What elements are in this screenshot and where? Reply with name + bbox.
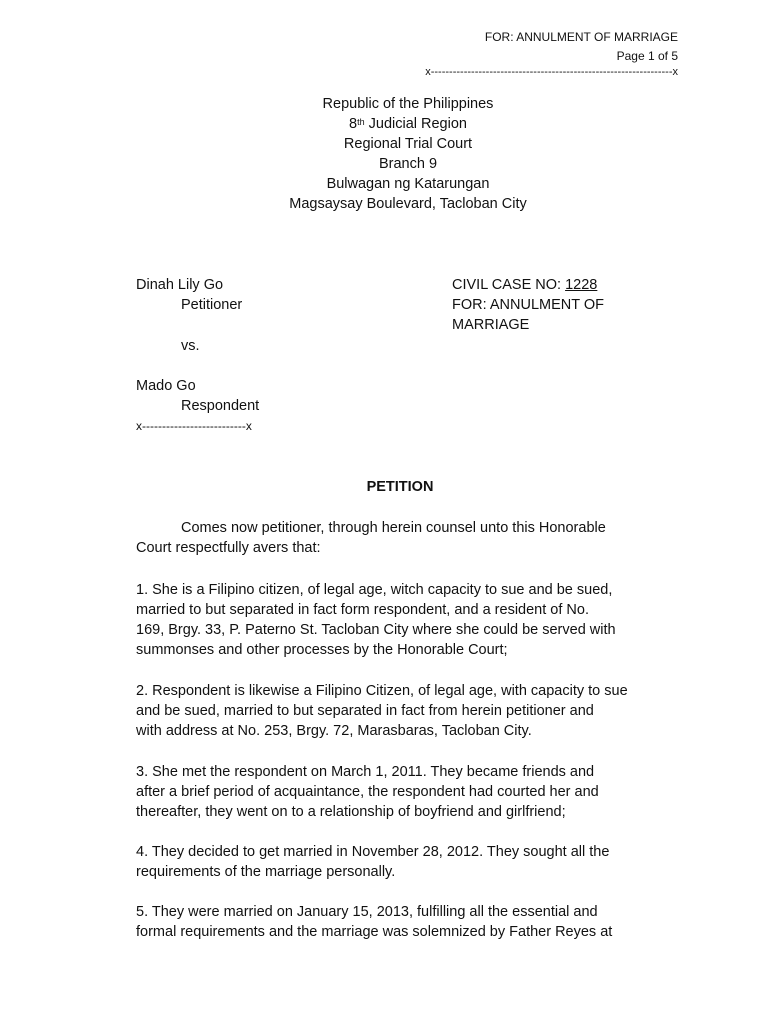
paragraph-line: 3. She met the respondent on March 1, 2011. They became friends and: [136, 764, 595, 780]
respondent-name: Mado Go: [136, 378, 196, 394]
allegation-2: [136, 681, 666, 741]
header-divider: x------------------------------------------------------------------x: [425, 66, 678, 78]
paragraph-line: 1. She is a Filipino citizen, of legal age, witch capacity to sue and be sued,: [136, 582, 613, 598]
paragraph-line: 2. Respondent is likewise a Filipino Citizen, of legal age, with capacity to sue: [136, 683, 628, 699]
document-title: PETITION: [366, 479, 434, 495]
court-name: Regional Trial Court: [343, 136, 473, 152]
paragraph-line: 169, Brgy. 33, P. Paterno St. Tacloban City where she could be served with: [136, 622, 616, 638]
case-subject-line1: FOR: ANNULMENT OF: [452, 297, 604, 313]
court-region: 8th Judicial Region: [349, 116, 467, 132]
allegation-5: [136, 902, 666, 942]
paragraph-line: and be sued, married to but separated in fact from herein petitioner and: [136, 703, 594, 719]
court-address: Magsaysay Boulevard, Tacloban City: [289, 196, 527, 212]
paragraph-line: after a brief period of acquaintance, the respondent had courted her and: [136, 784, 599, 800]
paragraph-line: married to but separated in fact form respondent, and a resident of No.: [136, 602, 589, 618]
court-republic: Republic of the Philippines: [322, 96, 494, 112]
paragraph-line: formal requirements and the marriage was solemnized by Father Reyes at: [136, 924, 613, 940]
paragraph-line: summonses and other processes by the Honorable Court;: [136, 642, 508, 658]
paragraph-line: thereafter, they went on to a relationship of boyfriend and girlfriend;: [136, 804, 566, 820]
paragraph-line: 4. They decided to get married in November 28, 2012. They sought all the: [136, 844, 610, 860]
page-number: Page 1 of 5: [616, 49, 678, 63]
court-branch: Branch 9: [378, 156, 438, 172]
petitioner-name: Dinah Lily Go: [136, 277, 224, 293]
paragraph-line: requirements of the marriage personally.: [136, 864, 396, 880]
versus-label: vs.: [181, 338, 200, 354]
paragraph-line: with address at No. 253, Brgy. 72, Marasbaras, Tacloban City.: [136, 723, 532, 739]
court-heading: [0, 94, 768, 214]
paragraph-line: Comes now petitioner, through herein counsel unto this Honorable: [181, 520, 606, 536]
paragraph-line: 5. They were married on January 15, 2013, fulfilling all the essential and: [136, 904, 598, 920]
intro-paragraph: [136, 518, 666, 558]
allegation-1: [136, 580, 666, 660]
allegation-4: [136, 842, 666, 882]
case-number-line: CIVIL CASE NO: 1228: [452, 277, 598, 293]
caption-divider: x--------------------------x: [136, 419, 252, 433]
header-title: FOR: ANNULMENT OF MARRIAGE: [484, 30, 678, 44]
petitioner-role: Petitioner: [181, 297, 243, 313]
paragraph-line: Court respectfully avers that:: [136, 540, 321, 556]
case-number: 1228: [565, 277, 598, 293]
allegation-3: [136, 762, 666, 822]
respondent-role: Respondent: [181, 398, 260, 414]
case-subject-line2: MARRIAGE: [452, 317, 530, 333]
court-building: Bulwagan ng Katarungan: [326, 176, 490, 192]
